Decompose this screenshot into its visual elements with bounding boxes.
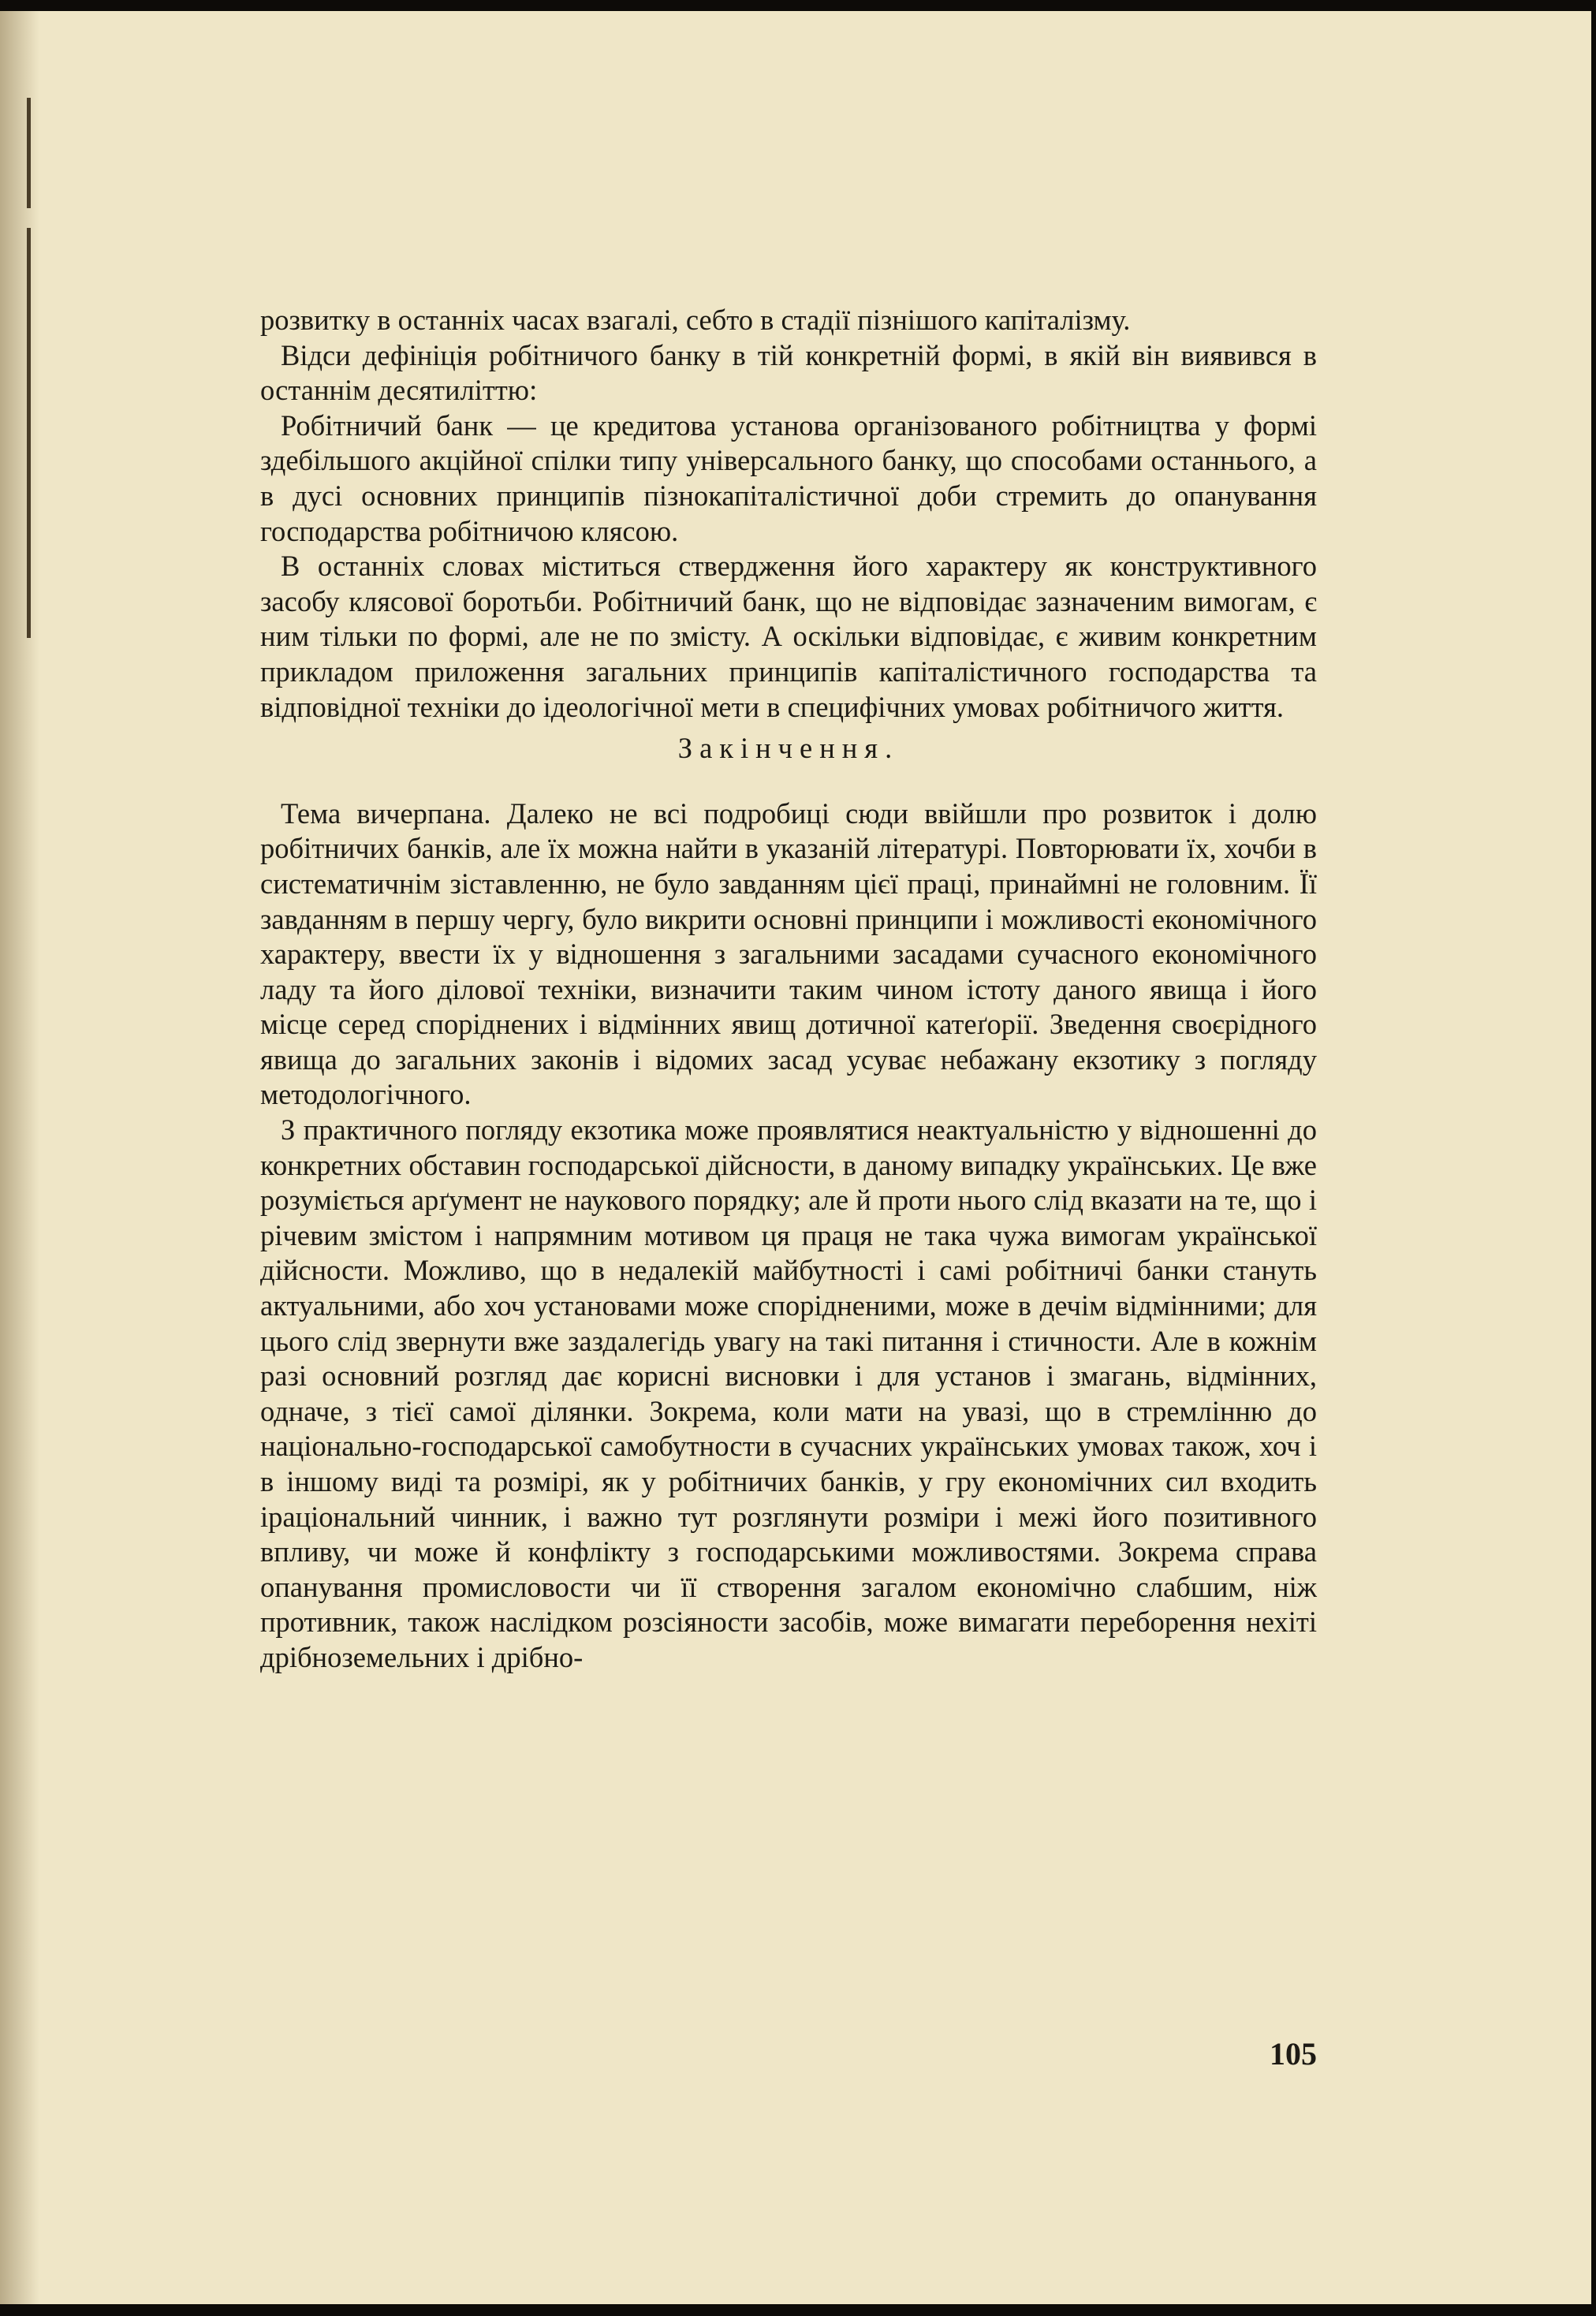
- paragraph-conclusion-1: Тема вичерпана. Далеко не всі подробиці сюди ввійшли про розвиток і долю робітничих банків, але їх можна найти в указаній літературі. Повторювати їх, хочби в систематичнім зіставленню, не було завданням цієї праці, принаймні не головним. Її завданням в першу чергу, було викрити основні принципи і можливості економічного характеру, ввести їх у відношення з загальними засадами сучасного економічного ладу та його ділової техніки, визначити таким чином істоту даного явища і його місце серед споріднених і відмінних явищ дотичної катеґорії. Зведення своєрідного явища до загальних законів і відомих засад усуває небажану екзотику з погляду методологічного.: [260, 796, 1317, 1111]
- page-number: 105: [1270, 2036, 1317, 2072]
- paragraph-definition-intro: Відси дефініція робітничого банку в тій конкретній формі, в якій він виявився в останнім десятиліттю:: [260, 338, 1317, 407]
- binding-mark-top: [27, 98, 31, 208]
- binding-mark-middle: [27, 228, 31, 638]
- paragraph-character: В останніх словах міститься ствердження його характеру як конструктивного засобу клясової боротьби. Робітничий банк, що не відповідає зазначеним вимогам, є ним тільки по формі, але не по змісту. А оскільки відповідає, є живим конкретним прикладом приложення загальних принципів капіталістичного господарства та відповідної техніки до ідеологічної мети в специфічних умовах робітничого життя.: [260, 550, 1317, 723]
- book-page: [0, 11, 1591, 2304]
- paragraph-continuation: розвитку в останніх часах взагалі, себто в стадії пізнішого капіталізму.: [260, 304, 1131, 336]
- paragraph-definition: Робітничий банк — це кредитова установа організованого робітництва у формі здебільшого акційної спілки типу універсального банку, що способами останнього, а в дусі основних принципів пізнокапіталістичної доби стремить до опанування господарства робітничою клясою.: [260, 408, 1317, 547]
- text-block: [260, 303, 1317, 1676]
- spine-shadow: [0, 11, 39, 2304]
- paragraph-conclusion-2: З практичного погляду екзотика може проявлятися неактуальністю у відношенні до конкретних обставин господарської дійсности, в даному випадку українських. Це вже розуміється арґумент не наукового порядку; але й проти нього слід вказати на те, що і річевим змістом і напрямним мотивом ця праця не така чужа вимогам української дійсности. Можливо, що в недалекій майбутності і самі робітничі банки стануть актуальними, або хоч установами може спорідненими, може в дечім відмінними; для цього слід звернути вже заздалегідь увагу на такі питання і стичности. Але в кожнім разі основний розгляд дає корисні висновки і для установ і змагань, відмінних, одначе, з тієї самої ділянки. Зокрема, коли мати на увазі, що в стремлінню до національно-господарської самобутности в сучасних українських умовах також, хоч і в іншому виді та розмірі, як у робітничих банків, у гру економічних сил входить іраціональний чинник, і важно тут розглянути розміри і межі його позитивного впливу, чи може й конфлікту з господарськими можливостями. Зокрема справа опанування промисловости чи її створення загалом економічно слабшим, ніж противник, також наслідком розсіяности засобів, може вимагати переборення нехіті дрібноземельних і дрібно-: [260, 1113, 1317, 1673]
- section-heading-conclusion: Закінчення.: [677, 732, 900, 765]
